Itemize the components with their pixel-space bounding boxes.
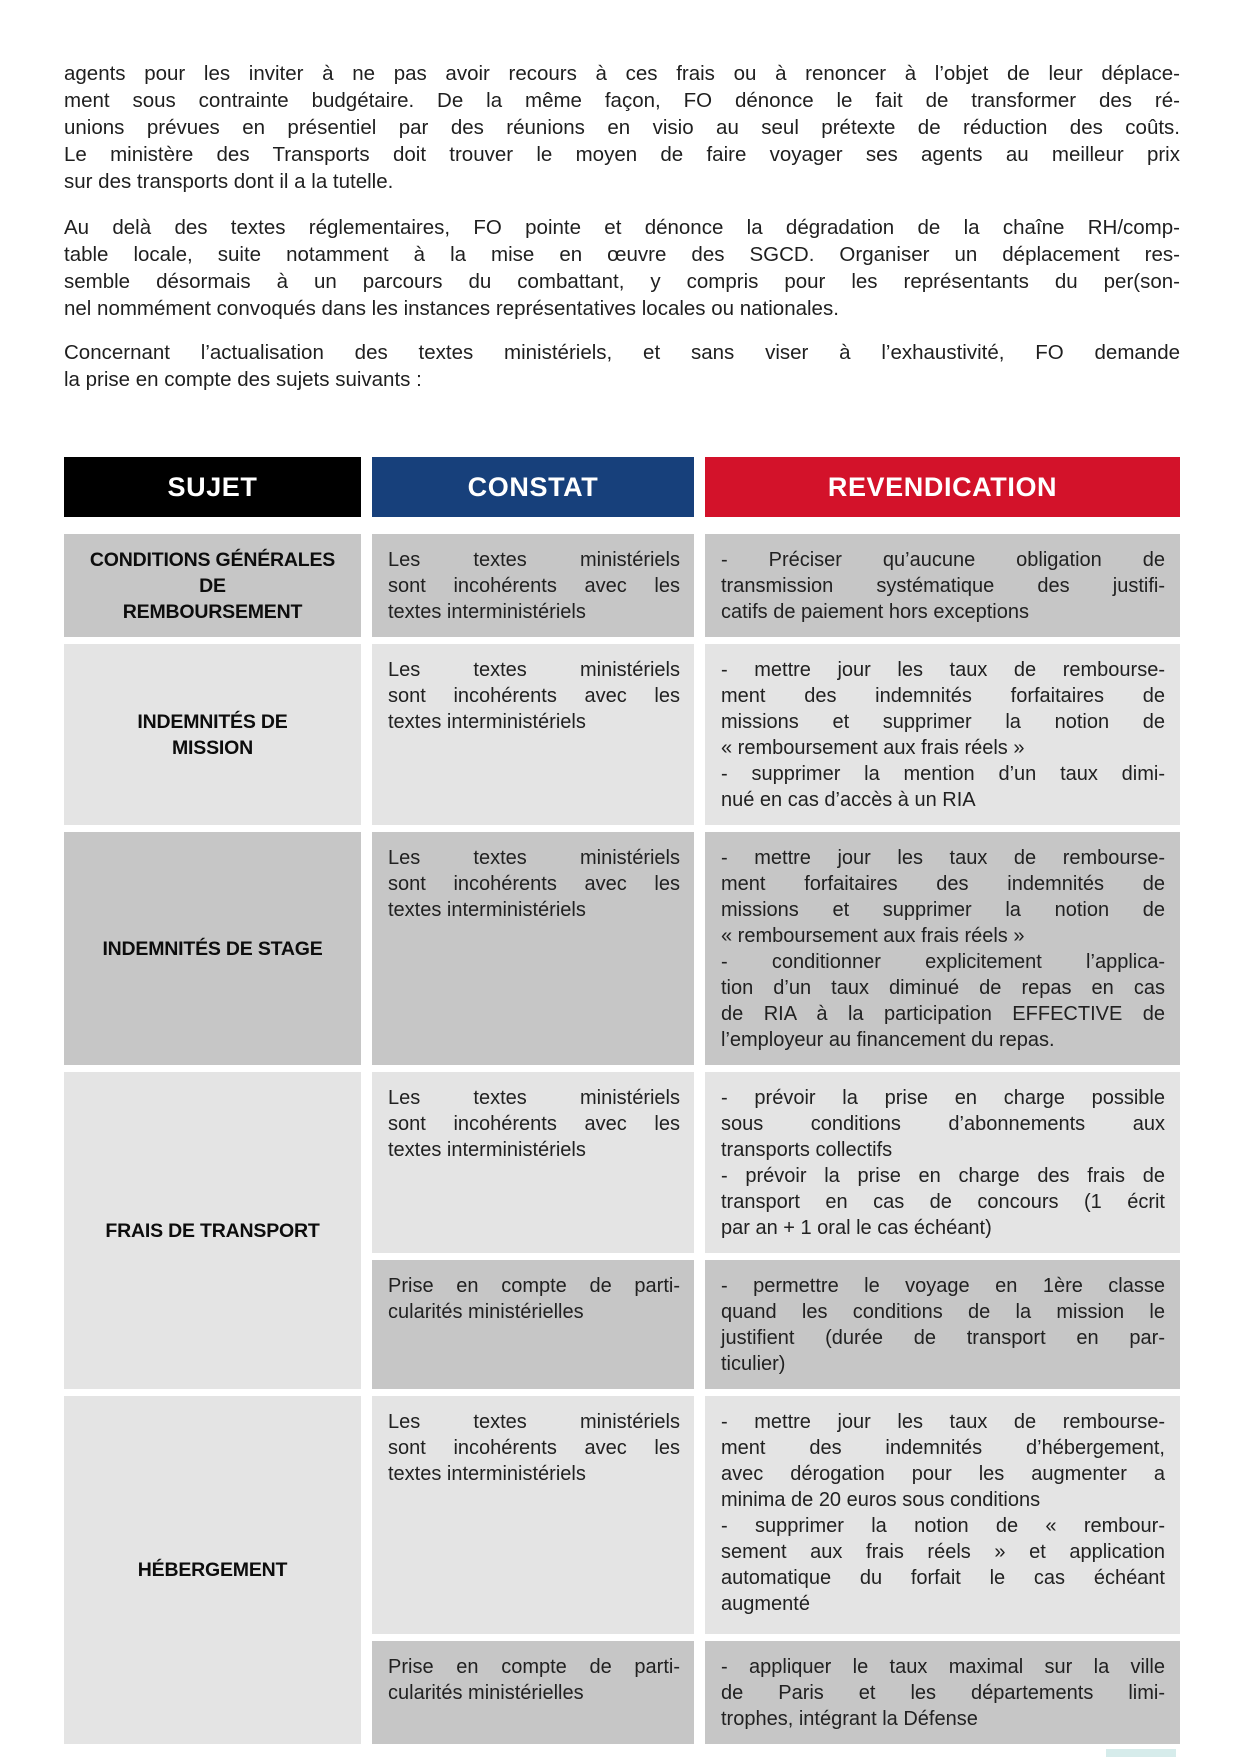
text-line: Les textes ministériels — [388, 549, 680, 571]
text-line: unions prévues en présentiel par des réunions en visio au seul prétexte de réduction des coûts. — [64, 116, 1180, 139]
text-line: textes interministériels — [388, 899, 586, 921]
text-line: - prévoir la prise en charge des frais de — [721, 1165, 1165, 1187]
text-line: par an + 1 oral le cas échéant) — [721, 1217, 992, 1239]
text-line: trophes, intégrant la Défense — [721, 1708, 978, 1730]
text-line: ment des indemnités forfaitaires de — [721, 685, 1165, 707]
text-line: - supprimer la mention d’un taux dimi- — [721, 763, 1165, 785]
text-line: justifient (durée de transport en par- — [721, 1327, 1165, 1349]
constat-cell — [372, 534, 694, 637]
text-line: sont incohérents avec les — [388, 1437, 680, 1459]
text-line: - mettre jour les taux de rembourse- — [721, 1411, 1165, 1433]
sujet-cell — [64, 1072, 361, 1389]
text-line: semble désormais à un parcours du combattant, y compris pour les représentants du per(son- — [64, 270, 1180, 293]
text-line: missions et supprimer la notion de — [721, 899, 1165, 921]
text-line: FRAIS DE TRANSPORT — [105, 1219, 320, 1242]
text-line: textes interministériels — [388, 711, 586, 733]
text-line: tion d’un taux diminué de repas en cas — [721, 977, 1165, 999]
sujet-cell — [64, 832, 361, 1065]
text-line: sont incohérents avec les — [388, 1113, 680, 1135]
text-line: sont incohérents avec les — [388, 685, 680, 707]
text-line: INDEMNITÉS DE — [137, 710, 288, 733]
text-line: - conditionner explicitement l’applica- — [721, 951, 1165, 973]
constat-cell — [372, 1396, 694, 1634]
text-line: - mettre jour les taux de rembourse- — [721, 659, 1165, 681]
revendication-cell — [705, 1641, 1180, 1744]
text-line: catifs de paiement hors exceptions — [721, 601, 1029, 623]
text-line: sont incohérents avec les — [388, 873, 680, 895]
text-line: - permettre le voyage en 1ère classe — [721, 1275, 1165, 1297]
text-line: textes interministériels — [388, 1463, 586, 1485]
text-line: Les textes ministériels — [388, 1411, 680, 1433]
text-line: Au delà des textes réglementaires, FO pointe et dénonce la dégradation de la chaîne RH/comp- — [64, 216, 1180, 239]
text-line: CONDITIONS GÉNÉRALES — [89, 548, 336, 571]
constat-cell — [372, 644, 694, 825]
text-line: de Paris et les départements limi- — [721, 1682, 1165, 1704]
text-line: missions et supprimer la notion de — [721, 711, 1165, 733]
text-line: transports collectifs — [721, 1139, 893, 1161]
text-line: DE — [199, 574, 226, 597]
text-line: cularités ministérielles — [388, 1682, 584, 1704]
text-line: avec dérogation pour les augmenter a — [721, 1463, 1165, 1485]
revendication-cell — [705, 1260, 1180, 1389]
text-line: nué en cas d’accès à un RIA — [721, 789, 976, 811]
text-line: ment sous contrainte budgétaire. De la même façon, FO dénonce le fait de transformer des ré- — [64, 89, 1180, 112]
table-header-revendication: REVENDICATION — [705, 457, 1180, 517]
text-line: transmission systématique des justifi- — [721, 575, 1165, 597]
table-header-sujet: SUJET — [64, 457, 361, 517]
text-line: l’employeur au financement du repas. — [721, 1029, 1055, 1051]
sujet-cell — [64, 534, 361, 637]
text-line: cularités ministérielles — [388, 1301, 584, 1323]
text-line: ticulier) — [721, 1353, 786, 1375]
text-line: - appliquer le taux maximal sur la ville — [721, 1656, 1165, 1678]
text-line: Les textes ministériels — [388, 1087, 680, 1109]
text-line: Les textes ministériels — [388, 659, 680, 681]
text-line: automatique du forfait le cas échéant — [721, 1567, 1165, 1589]
text-line: Prise en compte de parti- — [388, 1275, 680, 1297]
text-line: agents pour les inviter à ne pas avoir recours à ces frais ou à renoncer à l’objet de leur déplace- — [64, 62, 1180, 85]
text-line: Les textes ministériels — [388, 847, 680, 869]
text-line: la prise en compte des sujets suivants : — [64, 368, 422, 391]
constat-cell — [372, 832, 694, 1065]
page-corner-mark — [1106, 1749, 1176, 1757]
text-line: ment des indemnités d’hébergement, — [721, 1437, 1165, 1459]
sujet-cell — [64, 1396, 361, 1744]
text-line: ment forfaitaires des indemnités de — [721, 873, 1165, 895]
text-line: nel nommément convoqués dans les instances représentatives locales ou nationales. — [64, 297, 839, 320]
comparison-table — [64, 534, 1180, 1744]
text-line: - mettre jour les taux de rembourse- — [721, 847, 1165, 869]
text-line: HÉBERGEMENT — [137, 1559, 288, 1581]
text-line: Prise en compte de parti- — [388, 1656, 680, 1678]
text-line: Le ministère des Transports doit trouver le moyen de faire voyager ses agents au meilleur prix — [64, 143, 1180, 166]
revendication-cell — [705, 534, 1180, 637]
text-line: MISSION — [172, 736, 253, 759]
text-line: « remboursement aux frais réels » — [721, 737, 1025, 759]
text-line: sement aux frais réels » et application — [721, 1541, 1165, 1563]
text-line: textes interministériels — [388, 601, 586, 623]
text-line: - prévoir la prise en charge possible — [721, 1087, 1165, 1109]
text-line: table locale, suite notamment à la mise en œuvre des SGCD. Organiser un déplacement res- — [64, 243, 1180, 266]
text-line: de RIA à la participation EFFECTIVE de — [721, 1003, 1165, 1025]
text-line: Concernant l’actualisation des textes ministériels, et sans viser à l’exhaustivité, FO demande — [64, 341, 1180, 364]
text-line: - Préciser qu’aucune obligation de — [721, 549, 1165, 571]
revendication-cell — [705, 1396, 1180, 1634]
text-line: sur des transports dont il a la tutelle. — [64, 170, 394, 193]
table-header-row — [64, 457, 1180, 517]
text-line: INDEMNITÉS DE STAGE — [102, 937, 323, 960]
paragraph-rh-chain — [64, 214, 1180, 322]
text-line: REMBOURSEMENT — [122, 600, 303, 623]
constat-cell — [372, 1641, 694, 1744]
text-line: augmenté — [721, 1593, 810, 1615]
paragraph-travel-costs — [64, 60, 1180, 195]
constat-cell — [372, 1260, 694, 1389]
text-line: textes interministériels — [388, 1139, 586, 1161]
table-header-constat: CONSTAT — [372, 457, 694, 517]
constat-cell — [372, 1072, 694, 1253]
text-line: transport en cas de concours (1 écrit — [721, 1191, 1165, 1213]
text-line: sont incohérents avec les — [388, 575, 680, 597]
text-line: - supprimer la notion de « rembour- — [721, 1515, 1165, 1537]
revendication-cell — [705, 1072, 1180, 1253]
text-line: « remboursement aux frais réels » — [721, 925, 1025, 947]
text-line: minima de 20 euros sous conditions — [721, 1489, 1041, 1511]
text-line: quand les conditions de la mission le — [721, 1301, 1165, 1323]
sujet-cell — [64, 644, 361, 825]
page-content — [64, 0, 1180, 1757]
revendication-cell — [705, 644, 1180, 825]
paragraph-intro-table — [64, 339, 1180, 393]
text-line: sous conditions d’abonnements aux — [721, 1113, 1165, 1135]
revendication-cell — [705, 832, 1180, 1065]
